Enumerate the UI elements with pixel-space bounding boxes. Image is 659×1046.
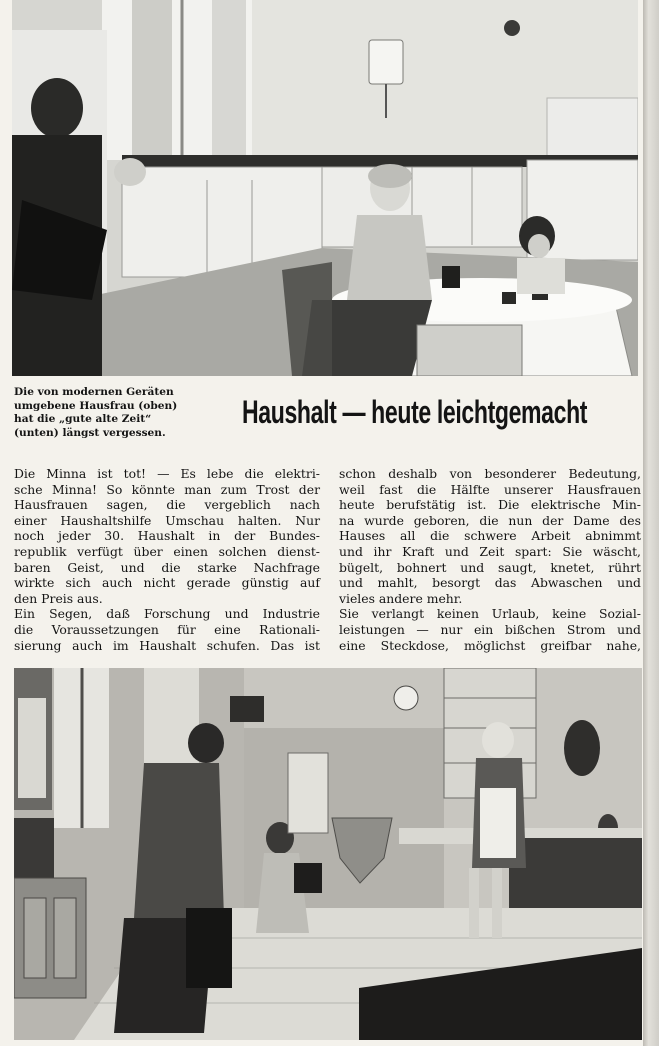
- text-line: Ein Segen, daß Forschung und Industrie: [14, 606, 320, 622]
- photo-modern-kitchen: [12, 0, 638, 376]
- text-line: vieles andere mehr.: [339, 590, 463, 606]
- text-line: die Voraussetzungen für eine Rationali-: [14, 621, 320, 637]
- text-line: na wurde geboren, die nun der Dame des: [339, 512, 641, 528]
- article-column-left: [14, 466, 320, 653]
- text-line: schon deshalb von besonderer Bedeutung,: [339, 466, 641, 481]
- text-line: weil fast die Hälfte unserer Hausfrauen: [339, 481, 641, 497]
- text-line: Hauses all die schwere Arbeit abnimmt: [339, 528, 641, 544]
- text-line: sierung auch im Haushalt schufen. Das ist: [14, 637, 320, 653]
- caption-line: hat die „gute alte Zeit“: [14, 413, 152, 426]
- text-line: Hausfrauen sagen, die vergeblich nach: [14, 497, 320, 513]
- text-line: republik verfügt über einen solchen dienst-: [14, 543, 320, 559]
- photo-old-kitchen: [14, 668, 642, 1040]
- text-line: bügelt, bohnert und saugt, knetet, rührt: [339, 559, 641, 575]
- text-line: eine Steckdose, möglichst greifbar nahe,: [339, 637, 641, 653]
- text-line: leistungen — nur ein bißchen Strom und: [339, 621, 641, 637]
- text-line: und ihr Kraft und Zeit spart: Sie wäscht,: [339, 543, 641, 559]
- text-line: den Preis aus.: [14, 590, 103, 606]
- text-line: baren Geist, und die starke Nachfrage: [14, 559, 320, 575]
- article-column-right: [339, 466, 641, 653]
- text-line: Die Minna ist tot! — Es lebe die elektri-: [14, 466, 320, 481]
- page-edge: [643, 0, 659, 1046]
- caption-line: Die von modernen Geräten: [14, 386, 174, 398]
- text-line: und mahlt, besorgt das Abwaschen und: [339, 575, 641, 591]
- text-line: sche Minna! So könnte man zum Trost der: [14, 481, 320, 497]
- text-line: Sie verlangt keinen Urlaub, keine Sozial-: [339, 606, 641, 622]
- text-line: heute berufstätig ist. Die elektrische Min-: [339, 497, 641, 513]
- caption-line: umgebene Hausfrau (oben): [14, 399, 178, 412]
- article-headline: Haushalt — heute leichtgemacht: [242, 394, 588, 430]
- text-line: noch jeder 30. Haushalt in der Bundes-: [14, 528, 320, 544]
- caption-line: (unten) längst vergessen.: [14, 426, 166, 439]
- text-line: wirkte sich auch nicht gerade günstig auf: [14, 575, 320, 591]
- photo-caption: [14, 386, 214, 440]
- text-line: einer Haushaltshilfe Umschau halten. Nur: [14, 512, 320, 528]
